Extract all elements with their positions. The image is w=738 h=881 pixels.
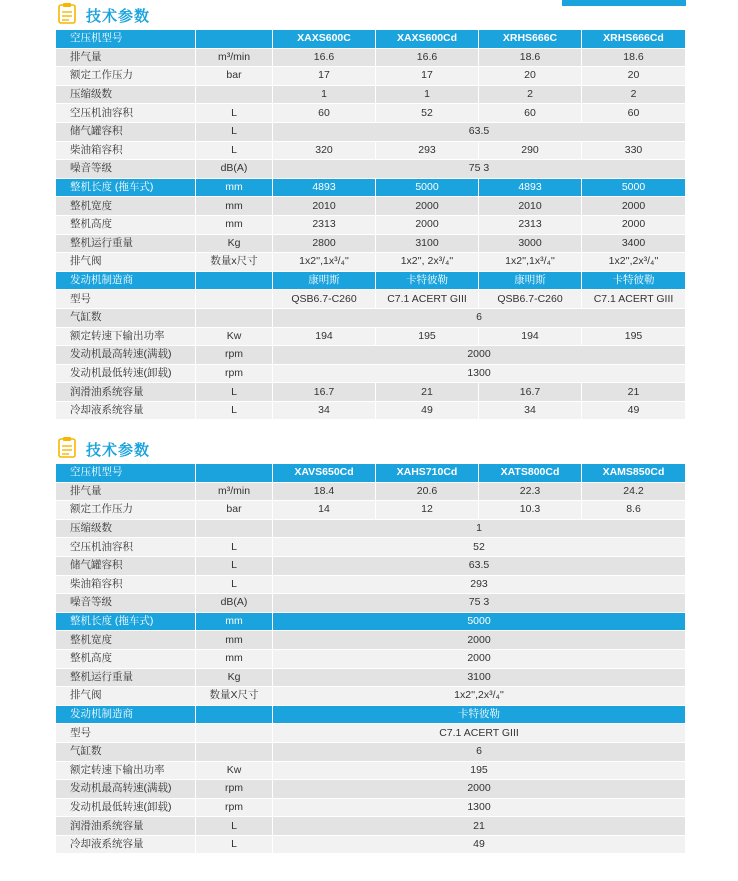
row-value-merged: 2000 xyxy=(273,631,686,650)
row-value-merged: 1 xyxy=(273,520,686,539)
row-value: 1x2'',2x³/₄'' xyxy=(582,253,686,272)
header-unit xyxy=(196,464,273,483)
row-unit: L xyxy=(196,538,273,557)
row-value: 22.3 xyxy=(479,483,582,502)
row-value: 20.6 xyxy=(376,483,479,502)
row-value: 4893 xyxy=(479,179,582,198)
row-value-merged: 卡特彼勒 xyxy=(273,706,686,725)
table-row xyxy=(56,780,686,799)
row-value: 60 xyxy=(479,104,582,123)
spec-table xyxy=(56,30,686,420)
row-value-merged: 6 xyxy=(273,309,686,328)
row-label: 排气量 xyxy=(56,49,196,68)
row-unit xyxy=(196,724,273,743)
section-title: 技术参数 xyxy=(86,8,151,25)
table-row xyxy=(56,197,686,216)
row-label: 发动机制造商 xyxy=(56,272,196,291)
row-unit xyxy=(196,309,273,328)
row-label: 压缩级数 xyxy=(56,86,196,105)
clipboard-icon xyxy=(58,2,76,24)
row-unit xyxy=(196,272,273,291)
table-row xyxy=(56,328,686,347)
row-value: 20 xyxy=(582,67,686,86)
row-value: 320 xyxy=(273,142,376,161)
row-value-merged: 5000 xyxy=(273,613,686,632)
table-row xyxy=(56,67,686,86)
row-value: 康明斯 xyxy=(479,272,582,291)
row-value: 16.6 xyxy=(273,49,376,68)
row-value: 2010 xyxy=(479,197,582,216)
row-unit: Kg xyxy=(196,669,273,688)
table-row xyxy=(56,402,686,421)
row-unit: mm xyxy=(196,631,273,650)
row-label: 润滑油系统容量 xyxy=(56,817,196,836)
row-unit: dB(A) xyxy=(196,160,273,179)
row-value: 16.7 xyxy=(273,383,376,402)
row-unit xyxy=(196,290,273,309)
row-value: 18.6 xyxy=(479,49,582,68)
table-row xyxy=(56,86,686,105)
row-value: 康明斯 xyxy=(273,272,376,291)
row-value: 195 xyxy=(376,328,479,347)
row-label: 额定工作压力 xyxy=(56,67,196,86)
row-unit: m³/min xyxy=(196,49,273,68)
row-value-merged: C7.1 ACERT GIII xyxy=(273,724,686,743)
row-value: 3100 xyxy=(376,235,479,254)
table-row xyxy=(56,290,686,309)
row-value: 49 xyxy=(582,402,686,421)
row-value: 1x2'',1x³/₄'' xyxy=(273,253,376,272)
row-label: 润滑油系统容量 xyxy=(56,383,196,402)
table-row xyxy=(56,706,686,725)
row-unit: mm xyxy=(196,197,273,216)
row-value-merged: 2000 xyxy=(273,650,686,669)
header-label: 空压机型号 xyxy=(56,30,196,49)
row-value: 60 xyxy=(582,104,686,123)
header-model: XAXS600Cd xyxy=(376,30,479,49)
row-label: 整机长度 (拖车式) xyxy=(56,613,196,632)
row-value-merged: 3100 xyxy=(273,669,686,688)
row-value: 18.4 xyxy=(273,483,376,502)
clipboard-icon xyxy=(58,436,76,458)
row-value: C7.1 ACERT GIII xyxy=(376,290,479,309)
table-row xyxy=(56,365,686,384)
table-row xyxy=(56,179,686,198)
table-row xyxy=(56,743,686,762)
table-row xyxy=(56,253,686,272)
row-label: 发动机最低转速(卸载) xyxy=(56,365,196,384)
row-label: 整机宽度 xyxy=(56,631,196,650)
row-value: 5000 xyxy=(582,179,686,198)
row-label: 整机运行重量 xyxy=(56,235,196,254)
header-model: XATS800Cd xyxy=(479,464,582,483)
table-row xyxy=(56,557,686,576)
table-row xyxy=(56,501,686,520)
row-value: 1x2'',1x³/₄'' xyxy=(479,253,582,272)
row-unit: L xyxy=(196,557,273,576)
row-value-merged: 293 xyxy=(273,576,686,595)
row-value-merged: 52 xyxy=(273,538,686,557)
row-value: 2 xyxy=(582,86,686,105)
row-unit: Kw xyxy=(196,328,273,347)
table-row xyxy=(56,520,686,539)
row-value: 16.7 xyxy=(479,383,582,402)
row-unit: mm xyxy=(196,650,273,669)
row-unit: dB(A) xyxy=(196,594,273,613)
row-unit: Kg xyxy=(196,235,273,254)
row-unit: rpm xyxy=(196,365,273,384)
table-row xyxy=(56,123,686,142)
row-label: 排气阀 xyxy=(56,253,196,272)
row-value: 24.2 xyxy=(582,483,686,502)
row-label: 发动机最高转速(满载) xyxy=(56,346,196,365)
row-unit: L xyxy=(196,123,273,142)
table-row xyxy=(56,762,686,781)
row-value: 8.6 xyxy=(582,501,686,520)
row-label: 整机高度 xyxy=(56,650,196,669)
row-value: 18.6 xyxy=(582,49,686,68)
table-row xyxy=(56,272,686,291)
row-value: 17 xyxy=(273,67,376,86)
row-unit: L xyxy=(196,817,273,836)
row-value: 293 xyxy=(376,142,479,161)
row-unit: rpm xyxy=(196,346,273,365)
row-value: 194 xyxy=(479,328,582,347)
row-value: 1 xyxy=(376,86,479,105)
row-label: 型号 xyxy=(56,290,196,309)
row-unit xyxy=(196,520,273,539)
row-value: 49 xyxy=(376,402,479,421)
row-value-merged: 1300 xyxy=(273,799,686,818)
section-title: 技术参数 xyxy=(86,442,151,459)
row-label: 额定转速下输出功率 xyxy=(56,762,196,781)
row-value: C7.1 ACERT GIII xyxy=(582,290,686,309)
row-label: 柴油箱容积 xyxy=(56,576,196,595)
row-label: 排气量 xyxy=(56,483,196,502)
table-row xyxy=(56,613,686,632)
row-unit: rpm xyxy=(196,780,273,799)
row-value: 5000 xyxy=(376,179,479,198)
row-label: 空压机油容积 xyxy=(56,104,196,123)
row-label: 整机运行重量 xyxy=(56,669,196,688)
row-value: 17 xyxy=(376,67,479,86)
row-unit: L xyxy=(196,836,273,855)
row-value: 194 xyxy=(273,328,376,347)
table-row xyxy=(56,724,686,743)
row-unit: L xyxy=(196,576,273,595)
row-value-merged: 21 xyxy=(273,817,686,836)
spec-section-2 xyxy=(56,434,686,854)
row-label: 型号 xyxy=(56,724,196,743)
table-row xyxy=(56,650,686,669)
row-unit: L xyxy=(196,104,273,123)
row-label: 冷却液系统容量 xyxy=(56,402,196,421)
row-unit: m³/min xyxy=(196,483,273,502)
row-label: 整机长度 (拖车式) xyxy=(56,179,196,198)
row-value-merged: 75 3 xyxy=(273,594,686,613)
table-row xyxy=(56,160,686,179)
row-unit: 数量X尺寸 xyxy=(196,687,273,706)
row-label: 噪音等级 xyxy=(56,160,196,179)
row-value: 2313 xyxy=(273,216,376,235)
row-label: 排气阀 xyxy=(56,687,196,706)
row-unit xyxy=(196,706,273,725)
row-value: 21 xyxy=(376,383,479,402)
row-value-merged: 1x2'',2x³/₄'' xyxy=(273,687,686,706)
table-row xyxy=(56,576,686,595)
row-unit: mm xyxy=(196,179,273,198)
row-unit: mm xyxy=(196,216,273,235)
header-model: XAXS600C xyxy=(273,30,376,49)
section-header xyxy=(56,0,686,30)
row-value: 52 xyxy=(376,104,479,123)
row-unit: rpm xyxy=(196,799,273,818)
table-row xyxy=(56,594,686,613)
row-value: 1x2'', 2x³/₄'' xyxy=(376,253,479,272)
row-unit: L xyxy=(196,402,273,421)
row-value: 12 xyxy=(376,501,479,520)
table-row xyxy=(56,817,686,836)
header-model: XAVS650Cd xyxy=(273,464,376,483)
row-value: 2000 xyxy=(582,216,686,235)
row-value: QSB6.7-C260 xyxy=(479,290,582,309)
row-label: 气缸数 xyxy=(56,309,196,328)
row-label: 气缸数 xyxy=(56,743,196,762)
header-label: 空压机型号 xyxy=(56,464,196,483)
row-value-merged: 2000 xyxy=(273,346,686,365)
row-value-merged: 75 3 xyxy=(273,160,686,179)
row-unit xyxy=(196,86,273,105)
row-value: 14 xyxy=(273,501,376,520)
row-value-merged: 1300 xyxy=(273,365,686,384)
row-label: 额定转速下输出功率 xyxy=(56,328,196,347)
row-value: 290 xyxy=(479,142,582,161)
table-row xyxy=(56,631,686,650)
row-label: 噪音等级 xyxy=(56,594,196,613)
table-row xyxy=(56,216,686,235)
row-unit: bar xyxy=(196,501,273,520)
row-label: 柴油箱容积 xyxy=(56,142,196,161)
header-model: XRHS666C xyxy=(479,30,582,49)
row-value: 16.6 xyxy=(376,49,479,68)
row-value-merged: 63.5 xyxy=(273,557,686,576)
row-unit xyxy=(196,743,273,762)
table-row xyxy=(56,142,686,161)
row-label: 整机高度 xyxy=(56,216,196,235)
row-value: 卡特彼勒 xyxy=(582,272,686,291)
header-unit xyxy=(196,30,273,49)
row-value: 34 xyxy=(479,402,582,421)
row-value: 卡特彼勒 xyxy=(376,272,479,291)
row-unit: L xyxy=(196,142,273,161)
row-value-merged: 2000 xyxy=(273,780,686,799)
row-label: 压缩级数 xyxy=(56,520,196,539)
row-value: 330 xyxy=(582,142,686,161)
row-value: 21 xyxy=(582,383,686,402)
row-label: 储气罐容积 xyxy=(56,557,196,576)
row-value: 2800 xyxy=(273,235,376,254)
table-row xyxy=(56,669,686,688)
row-label: 整机宽度 xyxy=(56,197,196,216)
row-value: 4893 xyxy=(273,179,376,198)
row-unit: L xyxy=(196,383,273,402)
row-value: 10.3 xyxy=(479,501,582,520)
row-label: 发动机制造商 xyxy=(56,706,196,725)
table-row xyxy=(56,104,686,123)
header-model: XAHS710Cd xyxy=(376,464,479,483)
table-row xyxy=(56,346,686,365)
row-value: 2000 xyxy=(376,216,479,235)
table-header-row xyxy=(56,464,686,483)
table-row xyxy=(56,309,686,328)
header-model: XRHS666Cd xyxy=(582,30,686,49)
table-row xyxy=(56,235,686,254)
spec-section-1 xyxy=(56,0,686,420)
row-value-merged: 6 xyxy=(273,743,686,762)
table-row xyxy=(56,49,686,68)
row-label: 额定工作压力 xyxy=(56,501,196,520)
table-row xyxy=(56,836,686,855)
row-value-merged: 49 xyxy=(273,836,686,855)
row-label: 储气罐容积 xyxy=(56,123,196,142)
row-value: 1 xyxy=(273,86,376,105)
table-row xyxy=(56,687,686,706)
table-header-row xyxy=(56,30,686,49)
row-unit: 数量x尺寸 xyxy=(196,253,273,272)
row-value: 34 xyxy=(273,402,376,421)
row-value: 3000 xyxy=(479,235,582,254)
table-row xyxy=(56,538,686,557)
row-label: 发动机最高转速(满载) xyxy=(56,780,196,799)
row-value: 2000 xyxy=(582,197,686,216)
table-row xyxy=(56,483,686,502)
row-value: 2313 xyxy=(479,216,582,235)
header-model: XAMS850Cd xyxy=(582,464,686,483)
row-value: 60 xyxy=(273,104,376,123)
row-value-merged: 63.5 xyxy=(273,123,686,142)
row-value: 2000 xyxy=(376,197,479,216)
row-value: 20 xyxy=(479,67,582,86)
row-unit: bar xyxy=(196,67,273,86)
row-value: 2010 xyxy=(273,197,376,216)
row-value: 2 xyxy=(479,86,582,105)
section-header xyxy=(56,434,686,464)
row-label: 冷却液系统容量 xyxy=(56,836,196,855)
row-label: 发动机最低转速(卸载) xyxy=(56,799,196,818)
row-value: 195 xyxy=(582,328,686,347)
row-label: 空压机油容积 xyxy=(56,538,196,557)
row-value-merged: 195 xyxy=(273,762,686,781)
table-row xyxy=(56,383,686,402)
row-value: QSB6.7-C260 xyxy=(273,290,376,309)
spec-table xyxy=(56,464,686,854)
row-value: 3400 xyxy=(582,235,686,254)
table-row xyxy=(56,799,686,818)
row-unit: mm xyxy=(196,613,273,632)
row-unit: Kw xyxy=(196,762,273,781)
